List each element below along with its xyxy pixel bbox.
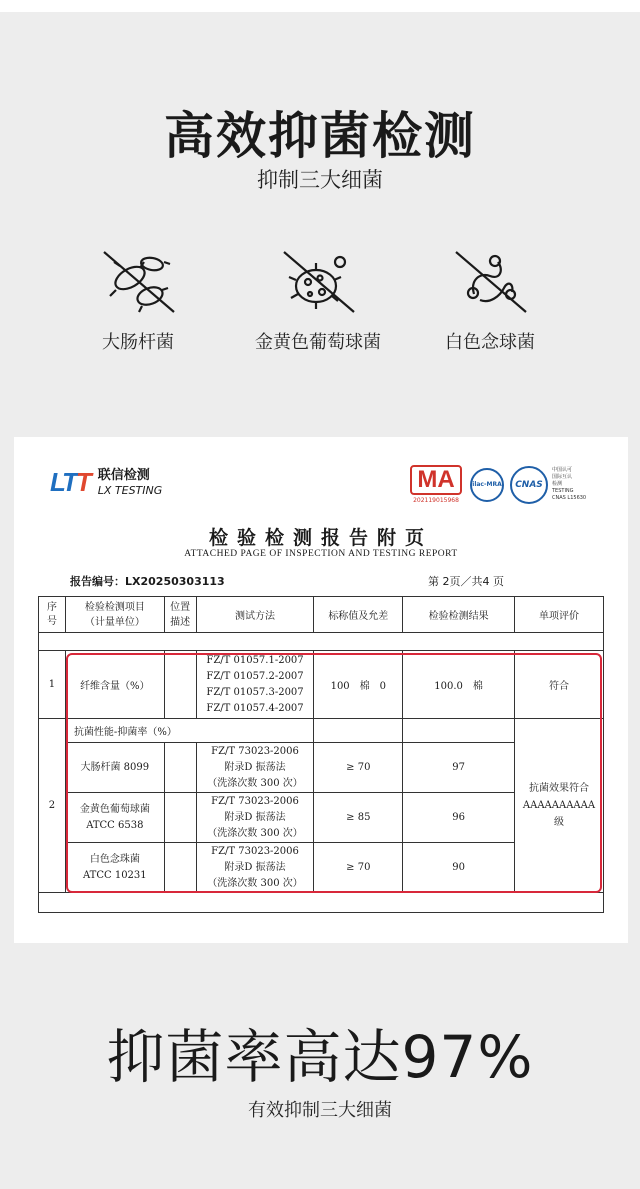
- cma-number: 202119015968: [413, 497, 459, 504]
- headline-sub: 有效抑制三大细菌: [248, 1100, 392, 1121]
- lx-logo-cn: 联信检测: [97, 468, 150, 483]
- cell-item: 金黄色葡萄球菌 ATCC 6538: [65, 793, 164, 843]
- bacteria-item-e-coli: [48, 250, 228, 354]
- cell-result: 96: [403, 793, 515, 843]
- th-method: 测试方法: [196, 597, 314, 633]
- cell-result: 100.0 棉: [403, 651, 515, 719]
- cell-result: 97: [403, 743, 515, 793]
- bacteria-item-staphylococcus: [228, 250, 408, 354]
- lx-logo-en: LX TESTING: [97, 484, 163, 497]
- page-subtitle: 抑制三大细菌: [257, 168, 383, 192]
- cell-item: 纤维含量（%）: [65, 651, 164, 719]
- cell-group: 抗菌性能-抑菌率（%）: [65, 719, 313, 743]
- cell-method: FZ/T 73023-2006 附录D 振荡法 （洗涤次数 300 次）: [196, 843, 314, 893]
- bacteria-label: 大肠杆菌: [102, 332, 174, 353]
- lx-logo: [50, 467, 162, 498]
- cell-evaluation: 符合: [514, 651, 603, 719]
- page-title: 高效抑菌检测: [164, 107, 476, 165]
- staphylococcus-icon: [278, 250, 358, 314]
- cert-marks: [410, 465, 586, 504]
- cnas-logo: CNAS: [510, 466, 548, 504]
- cell-item: 白色念珠菌 ATCC 10231: [65, 843, 164, 893]
- report-title: 检验检测报告附页: [208, 527, 433, 549]
- ilac-mra-logo: ilac-MRA: [470, 468, 504, 502]
- bacteria-label: 金黄色葡萄球菌: [255, 332, 381, 353]
- report-title-en: ATTACHED PAGE OF INSPECTION AND TESTING REPORT: [184, 549, 458, 559]
- table-header-row: [39, 597, 604, 633]
- th-position: 位置 描述: [164, 597, 196, 633]
- cell-method: FZ/T 73023-2006 附录D 振荡法 （洗涤次数 300 次）: [196, 793, 314, 843]
- cell-no: 2: [39, 719, 66, 893]
- cell-no: 1: [39, 651, 66, 719]
- candida-icon: [450, 250, 530, 314]
- table-bottom-row: [39, 893, 604, 913]
- th-item: 检验检测项目 （计量单位）: [65, 597, 164, 633]
- th-standard: 标称值及允差: [314, 597, 403, 633]
- e-coli-icon: [98, 250, 178, 314]
- report-card: [14, 437, 628, 943]
- cell-methods: FZ/T 01057.1-2007 FZ/T 01057.2-2007 FZ/T 01057.3-2007 FZ/T 01057.4-2007: [196, 651, 314, 719]
- bacteria-label: 白色念球菌: [445, 332, 535, 353]
- report-page-info: 第 2页／共4 页: [428, 575, 504, 588]
- report-number: 报告编号：LX20250303113: [70, 575, 225, 588]
- cnas-small-text: 中国认可 国际互认 检测 TESTING CNAS L15630: [552, 467, 587, 501]
- headline: 抑菌率高达97%: [106, 1023, 534, 1091]
- cma-mark: MA 202119015968: [410, 465, 462, 504]
- cell-standard: ≥ 85: [314, 793, 403, 843]
- cell-standard: ≥ 70: [314, 843, 403, 893]
- cell-evaluation: 抗菌效果符合 AAAAAAAAAA 级: [514, 719, 603, 893]
- cell-standard: 100 棉 0: [314, 651, 403, 719]
- cell-result: 90: [403, 843, 515, 893]
- th-evaluation: 单项评价: [514, 597, 603, 633]
- cell-method: FZ/T 73023-2006 附录D 振荡法 （洗涤次数 300 次）: [196, 743, 314, 793]
- top-strip: [0, 0, 640, 12]
- cell-standard: ≥ 70: [314, 743, 403, 793]
- th-no: 序 号: [39, 597, 66, 633]
- lx-logo-mark: LTT: [50, 467, 90, 497]
- table-spacer-row: [39, 633, 604, 651]
- bacteria-item-candida: [400, 250, 580, 354]
- highlight-box: [66, 653, 602, 893]
- th-result: 检验检测结果: [403, 597, 515, 633]
- cell-item: 大肠杆菌 8099: [65, 743, 164, 793]
